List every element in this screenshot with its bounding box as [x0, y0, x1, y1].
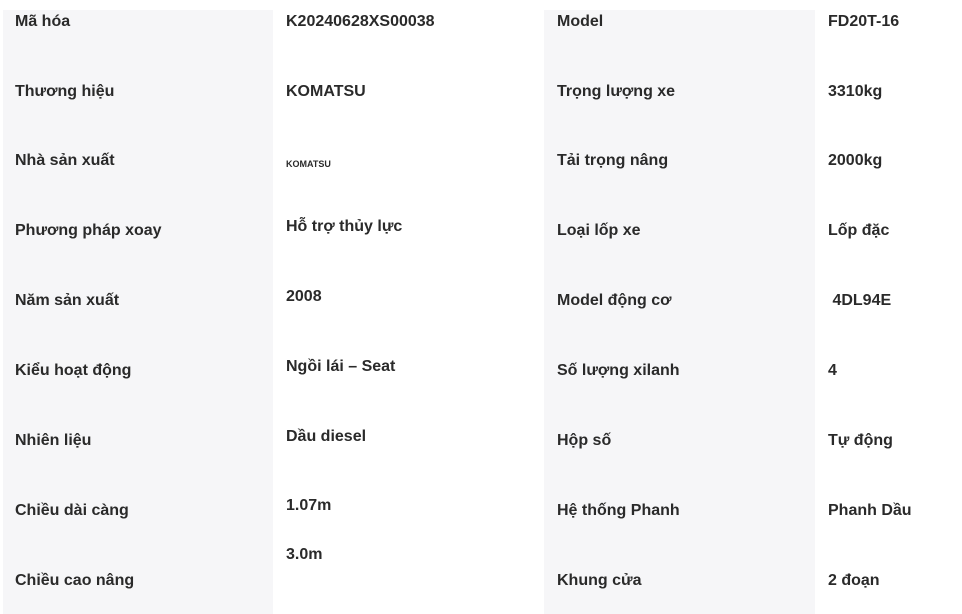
spec-label: Hệ thống Phanh [557, 502, 680, 519]
spec-label: Loại lốp xe [557, 222, 641, 239]
spec-value: Phanh Dầu [828, 502, 912, 519]
spec-label: Chiều dài càng [15, 502, 129, 519]
spec-label: Model [557, 13, 604, 30]
spec-value: 2008 [286, 288, 322, 305]
spec-label: Phương pháp xoay [15, 222, 162, 239]
spec-value: 2000kg [828, 152, 883, 169]
spec-value: Lốp đặc [828, 222, 890, 239]
spec-value: K20240628XS00038 [286, 13, 435, 30]
spec-label: Mã hóa [15, 13, 71, 30]
spec-value: 4 [828, 362, 837, 379]
spec-label: Kiểu hoạt động [15, 362, 132, 379]
spec-value: Ngồi lái – Seat [286, 358, 396, 375]
spec-label: Trọng lượng xe [557, 83, 676, 100]
spec-label: Nhà sản xuất [15, 152, 115, 169]
spec-label: Khung cửa [557, 572, 642, 589]
spec-label: Model động cơ [557, 292, 672, 309]
spec-label: Thương hiệu [15, 83, 115, 100]
spec-label: Năm sản xuất [15, 292, 120, 309]
spec-value: KOMATSU [286, 159, 331, 169]
spec-value: 3.0m [286, 546, 323, 563]
spec-value: Tự động [828, 432, 893, 449]
spec-value: KOMATSU [286, 83, 366, 100]
spec-label: Tải trọng nâng [557, 152, 669, 169]
spec-value: Dầu diesel [286, 428, 367, 445]
spec-value: 1.07m [286, 497, 332, 514]
spec-label: Chiều cao nâng [15, 572, 135, 589]
spec-label: Số lượng xilanh [557, 362, 680, 379]
spec-value: 3310kg [828, 83, 883, 100]
spec-value: Hỗ trợ thủy lực [286, 218, 403, 235]
spec-label: Hộp số [557, 432, 612, 449]
spec-value: 2 đoạn [828, 572, 880, 589]
spec-value: 4DL94E [828, 292, 892, 309]
spec-value: FD20T-16 [828, 13, 900, 30]
spec-label: Nhiên liệu [15, 432, 92, 449]
